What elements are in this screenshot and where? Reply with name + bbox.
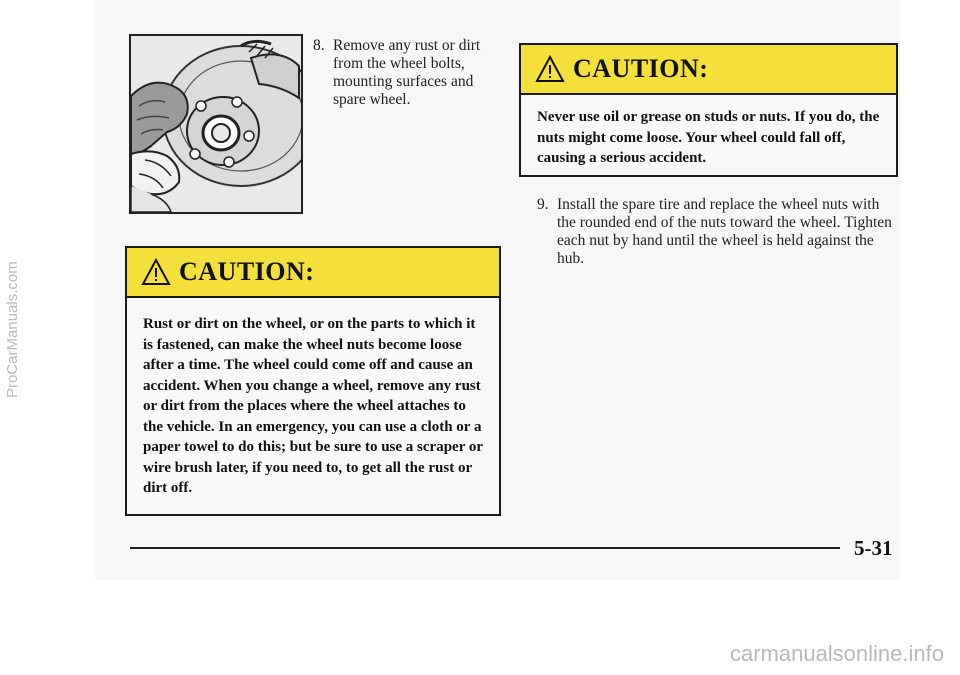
caution-box-oil — [519, 43, 898, 177]
wheel-hub-illustration — [129, 34, 303, 214]
wheel-hub-cleaning-icon — [131, 36, 301, 212]
caution-box-rust — [125, 246, 501, 516]
caution-title: CAUTION: — [179, 257, 315, 286]
footer-rule — [130, 547, 840, 549]
caution-header — [521, 45, 896, 95]
caution-text: Rust or dirt on the wheel, or on the parts to which it is fastened, can make the wheel nuts become loose after a time. The wheel could come off and cause an accident. When you change a wheel, remove any rust or dirt from the places where the wheel attaches to the vehicle. In an emergency, you can use a cloth or a paper towel to do this; but be sure to use a scraper or wire brush later, if you need to, to get all the rust or dirt off. — [143, 316, 483, 496]
step-8 — [313, 37, 493, 109]
caution-header — [127, 248, 499, 298]
warning-triangle-icon — [141, 258, 171, 286]
step-text: Install the spare tire and replace the wheel nuts with the rounded end of the nuts toward the wheel. Tighten each nut by hand until the wheel is held against the hub. — [557, 196, 892, 267]
side-watermark: ProCarManuals.com — [4, 261, 21, 399]
caution-title: CAUTION: — [573, 54, 709, 83]
step-number: 9. — [537, 196, 549, 213]
page-number: 5-31 — [854, 536, 893, 560]
step-text: Remove any rust or dirt from the wheel bolts, mounting surfaces and spare wheel. — [333, 37, 481, 108]
bottom-watermark: carmanualsonline.info — [729, 641, 944, 666]
warning-triangle-icon — [535, 55, 565, 83]
caution-text: Never use oil or grease on studs or nuts. If you do, the nuts might come loose. Your wheel could fall off, causing a serious accident. — [537, 109, 880, 166]
step-9 — [537, 196, 902, 268]
step-number: 8. — [313, 37, 325, 54]
